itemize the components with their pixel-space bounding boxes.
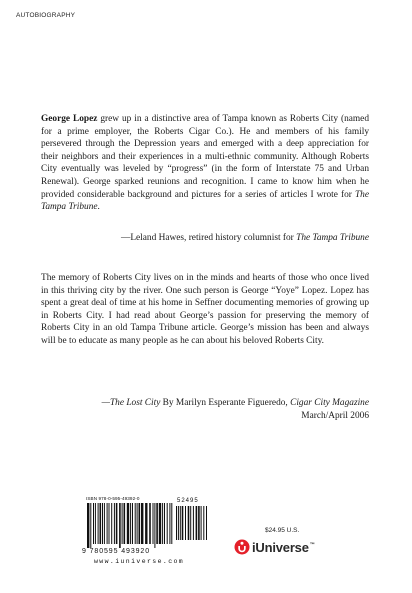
barcode-digits: 9 780595 493920 xyxy=(82,548,150,555)
publisher-logo xyxy=(234,539,315,555)
blurb-figueredo-attribution xyxy=(41,397,369,422)
blurb-figueredo: The memory of Roberts City lives on in the minds and hearts of those who once lived in this thriving city by the river. One such person is George “Yoye” Lopez. Lopez has spent a great deal of time at his home in Seffner documenting memories of growing up in Roberts City. I had read about George’s passion for preserving the memory of Roberts City in an old Tampa Tribune article. George’s mission has been and always will be to educate as many people as he can about his beloved Roberts City. xyxy=(41,273,369,346)
blurb-hawes xyxy=(41,113,369,214)
magazine-name: Cigar City Magazine xyxy=(290,398,369,408)
barcode-addon-digits: 52495 xyxy=(177,498,199,504)
attribution-line-1 xyxy=(41,397,369,410)
attribution-date: March/April 2006 xyxy=(301,410,369,421)
blurb-hawes-text: grew up in a distinctive area of Tampa known as Roberts City (named for a prime employer, the Roberts Cigar Co.). He and members of his family persevered through the Depression years and emerged with a deep appreciation for their neighbors and their experiences in a multi-ethnic community. Although Roberts City eventually was leveled by “progress” (in the form of Interstate 75 and Urban Renewal). George sparked reunions and recognition. I came to know him when he provided considerable background and pictures for a series of articles I wrote for xyxy=(41,114,369,200)
article-title: —The Lost City xyxy=(101,398,161,408)
isbn-label: ISBN 978-0-595-49392-0 xyxy=(86,496,140,501)
attribution-by: By Marilyn Esperante Figueredo, xyxy=(160,398,291,408)
author-name: George Lopez xyxy=(41,114,98,124)
publisher-name-text: iUniverse xyxy=(252,539,309,555)
category-label: AUTOBIOGRAPHY xyxy=(16,12,76,19)
iuniverse-logo-icon xyxy=(234,539,250,555)
attribution-text: —Leland Hawes, retired history columnist for xyxy=(120,233,297,243)
blurb-hawes-attribution xyxy=(41,232,369,245)
publisher-website: www.iuniverse.com xyxy=(94,558,185,565)
blurb-hawes-end: . xyxy=(97,202,100,213)
price-label: $24.95 U.S. xyxy=(265,527,300,534)
barcode-addon-icon xyxy=(175,506,209,544)
publisher-name xyxy=(252,540,315,555)
attribution-publication: The Tampa Tribune xyxy=(296,233,369,243)
publication-name: The Tampa Tribune xyxy=(41,189,369,213)
barcode-icon xyxy=(86,503,174,548)
trademark: ™ xyxy=(309,542,315,549)
